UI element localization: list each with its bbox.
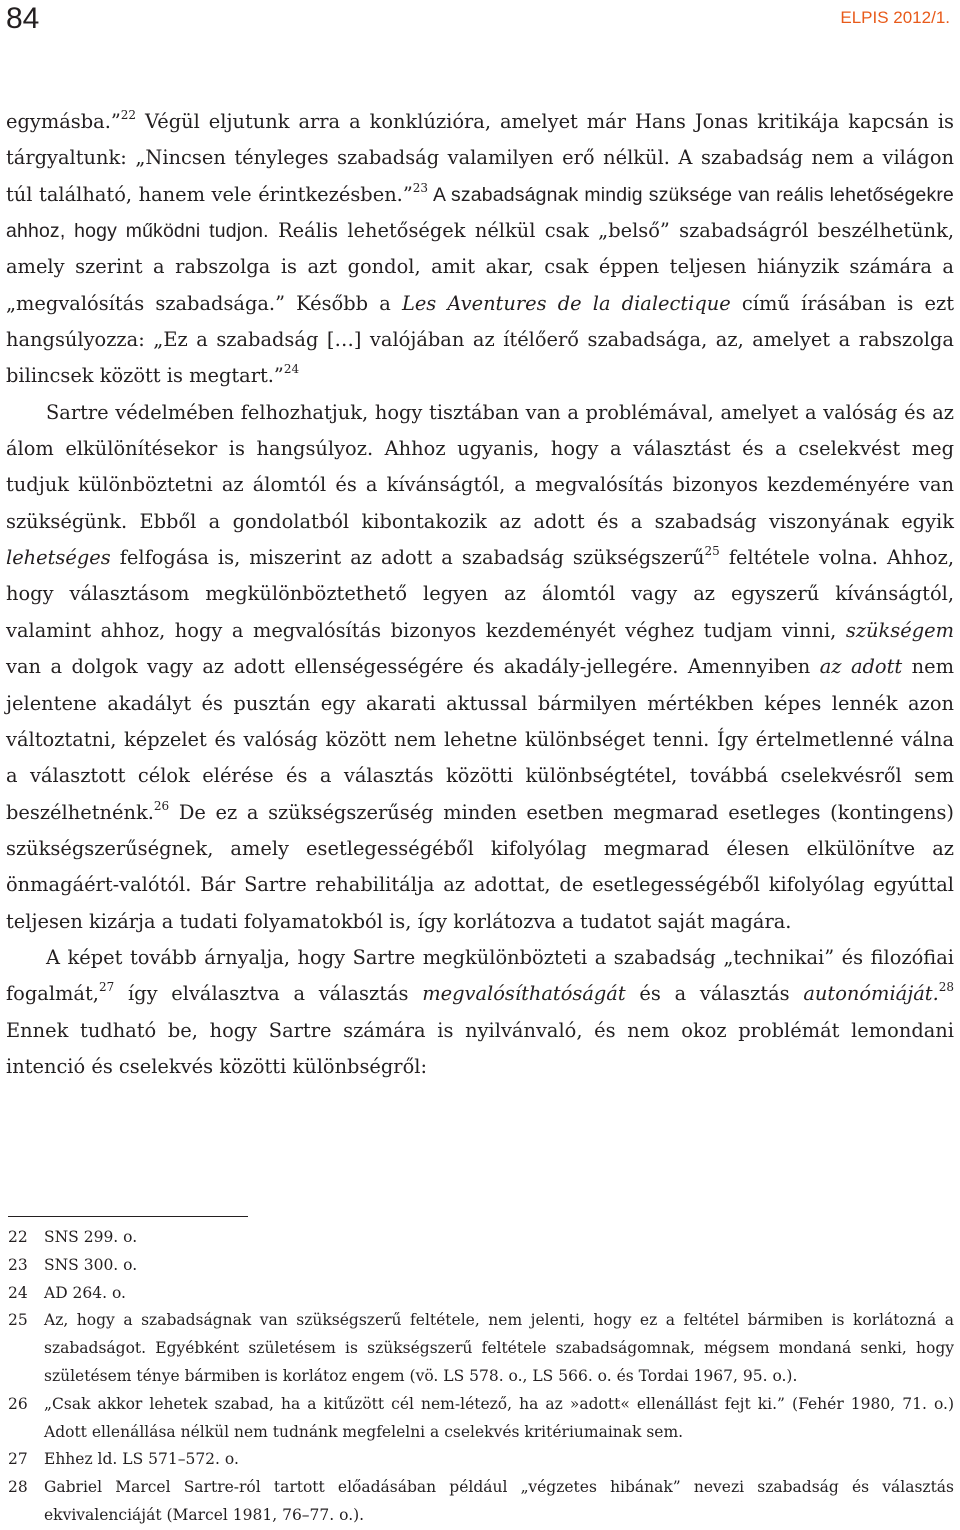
footnotes [8, 1224, 954, 1530]
text-run: Reális lehetőségek nélkül csak „belső” szabadságról beszélhetünk, amely szerint a rabszolga is azt gondol, amit akar, csak éppen teljesen hiányzik számára a „megvalósítás szabadsága.” Később a [6, 219, 954, 315]
footnote-text: Ehhez ld. LS 571–572. o. [44, 1450, 239, 1469]
text-run: Végül eljutunk arra a konklúzióra, amelyet már Hans Jonas kritikája kapcsán is tárgyaltunk: „Nincsen tényleges szabadság valamilyen erő nélkül. A szabadság nem a világon túl található, hanem vele érintkezésben.” [6, 110, 954, 206]
footnote [8, 1446, 954, 1474]
footnote-reference: 24 [283, 362, 300, 377]
paragraph [6, 940, 954, 1085]
footnote-number: 27 [8, 1450, 28, 1469]
body-text [6, 104, 954, 1085]
footnote-reference: 26 [153, 798, 170, 813]
footnote [8, 1252, 954, 1280]
page-number: 84 [6, 2, 40, 35]
text-run: nem jelentene akadályt és pusztán egy akarati aktussal bármilyen mértékben képes lennék azon változtatni, képzelet és valóság között nem lehetne különbséget tenni. Így értelmetlenné válna a választott célok elérése és a választás közötti különbségtétel, továbbá cselekvésről sem beszélhetnénk. [6, 655, 955, 824]
footnote-text: SNS 300. o. [44, 1255, 138, 1274]
footnote-number: 28 [8, 1478, 28, 1497]
paragraph [6, 104, 954, 395]
italic-text: megvalósíthatóságát [422, 982, 626, 1006]
footnote-reference: 27 [98, 980, 115, 995]
footnote-text: Az, hogy a szabadságnak van szükségszerű feltétele, nem jelenti, hogy ez a feltétel bármiben is korlátozná a szabadságot. Egyébként születésem is szükségszerű feltétele szabadságomnak, mégsem mondaná senki, hogy születésem ténye bármiben is korlátoz engem (vö. LS 578. o., LS 566. o. és Tordai 1967, 95. o.). [44, 1311, 954, 1385]
footnote-number: 26 [8, 1394, 28, 1413]
text-run: A képet tovább árnyalja, hogy Sartre megkülönbözteti a szabadság „technikai” és filozófiai fogalmát, [6, 945, 954, 1006]
text-run: Ennek tudható be, hogy Sartre számára is nyilvánvaló, és nem okoz problémát lemondani intenció és cselekvés közötti különbségről: [6, 1018, 954, 1078]
italic-text: Les Aventures de la dialectique [401, 291, 731, 315]
footnote-number: 22 [8, 1228, 28, 1246]
footnote [8, 1474, 954, 1530]
footnote-text: „Csak akkor lehetek szabad, ha a kitűzött cél nem-létező, ha az »adott« ellenállást fejt ki.” (Fehér 1980, 71. o.) Adott ellenállása nélkül nem tudnánk megfelelni a cselekvés kritériumainak sem. [44, 1394, 954, 1441]
footnote-reference: 22 [120, 108, 137, 122]
italic-text: az adott [819, 655, 903, 679]
footnote [8, 1280, 954, 1308]
text-run: De ez a szükségszerűség minden esetben megmarad esetleges (kontingens) szükségszerűségnek, amely esetlegességéből kifolyólag megmarad élesen elkülönítve az önmagáért-valótól. Bár Sartre rehabilitálja az adottat, de esetlegességéből kifolyólag egyúttal teljesen kizárja a tudati folyamatokból is, így korlátozva a tudatot saját magára. [6, 800, 954, 933]
footnote-divider [8, 1216, 248, 1217]
text-run: van a dolgok vagy az adott ellenségességére és akadály-jellegére. Amennyiben [6, 655, 820, 679]
text-run: Sartre védelmében felhozhatjuk, hogy tisztában van a problémával, amelyet a valóság és az álom elkülönítésekor is hangsúlyoz. Ahhoz ugyanis, hogy a választást és a cselekvést meg tudjuk különböztetni az álomtól és a kívánságtól, a megvalósítás bizonyos kezdeményére van szükségünk. Ebből a gondolatból kibontakozik az adott és a szabadság viszonyának egyik [6, 400, 954, 533]
footnote-text: AD 264. o. [44, 1283, 126, 1302]
footnote-number: 24 [8, 1283, 28, 1302]
footnote-number: 25 [8, 1311, 28, 1330]
text-run: című írásában is ezt hangsúlyozza: „Ez a szabadság […] valójában az ítélőerő szabadsága, az, amelyet a rabszolga bilincsek között is megtart.” [6, 291, 954, 388]
footnote [8, 1224, 954, 1252]
text-run: A szabadságnak mindig szüksége van reális lehetőségekre ahhoz, hogy működni tudjon. [6, 183, 955, 243]
italic-text: autonómiáját. [803, 982, 939, 1006]
footnote-reference: 28 [938, 980, 955, 995]
paragraph [6, 395, 954, 940]
italic-text: lehetséges [6, 546, 111, 570]
footnote [8, 1391, 954, 1447]
footnote-reference: 25 [704, 544, 720, 559]
text-run: feltétele volna. Ahhoz, hogy választásom megkülönböztethető legyen az álomtól vagy az egyszerű kívánságtól, valamint ahhoz, hogy a megvalósítás bizonyos kezdeményét véghez tudjam vinni, [6, 546, 954, 642]
footnote-number: 23 [8, 1255, 28, 1274]
italic-text: szükségem [845, 618, 954, 642]
text-run: felfogása is, miszerint az adott a szabadság szükségszerű [110, 546, 705, 570]
footnote-text: Gabriel Marcel Sartre-ról tartott előadásában például „végzetes hibának” nevezi szabadság és választás ekvivalenciáját (Marcel 1981, 76–77. o.). [44, 1478, 954, 1524]
text-run: és a választás [625, 982, 804, 1006]
text-run: egymásba.” [6, 110, 121, 133]
footnote-reference: 23 [412, 180, 429, 195]
footnote [8, 1307, 954, 1390]
text-run: így elválasztva a választás [114, 982, 423, 1006]
footnote-text: SNS 299. o. [44, 1228, 138, 1246]
running-header: ELPIS 2012/1. [840, 8, 950, 27]
